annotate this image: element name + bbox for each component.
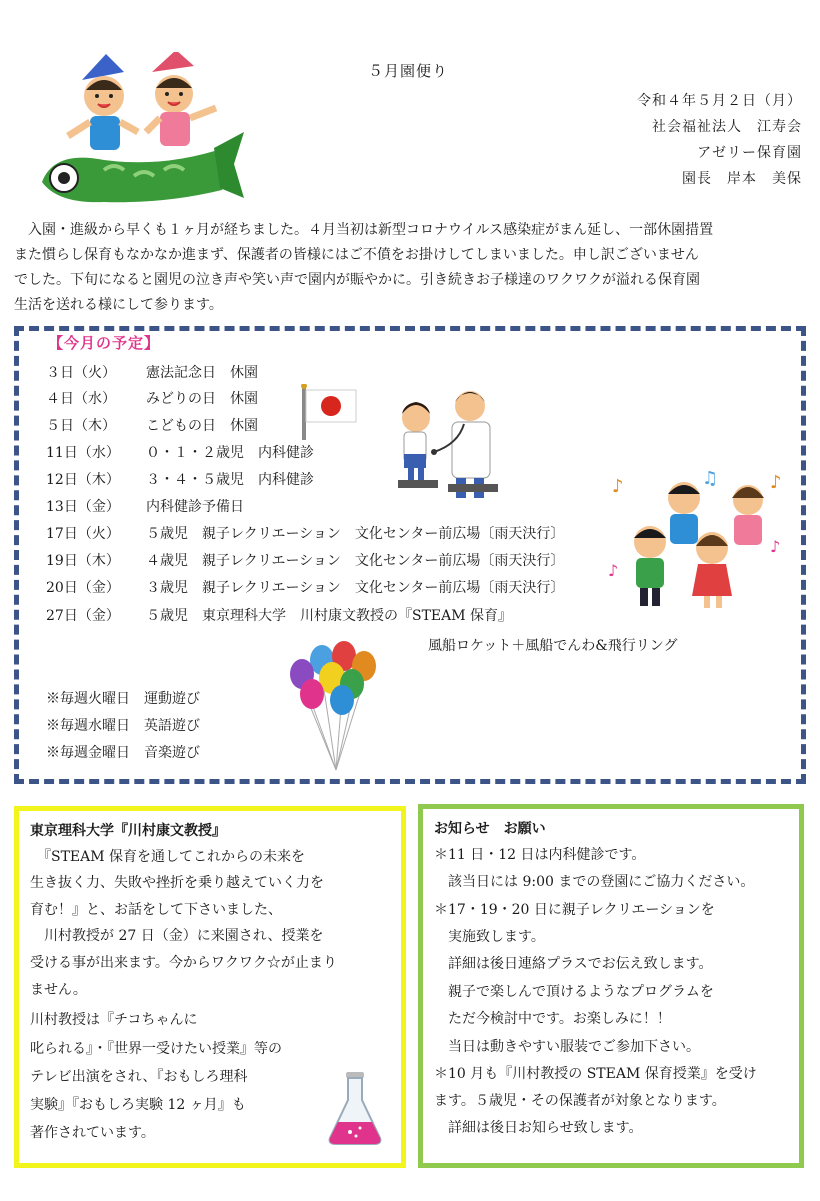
schedule-text: ４歳児 親子レクリエーション 文化センター前広場〔雨天決行〕 <box>146 553 565 569</box>
schedule-text: ０・１・２歳児 内科健診 <box>146 445 314 461</box>
notice-line: 詳細は後日連絡プラスでお伝え致します。 <box>434 956 713 972</box>
intro-line: また慣らし保育もなかなか進まず、保護者の皆様にはご不僨をお掛けしてしまいました。申し訳ございません <box>14 247 699 263</box>
professor-line: テレビ出演をされ、『おもしろ理科 <box>30 1069 248 1085</box>
date-text: 令和４年５月２日（月） <box>637 93 802 109</box>
svg-text:♪: ♪ <box>608 561 619 580</box>
principal-name: 園長 岸本 美保 <box>682 171 802 187</box>
schedule-date: 27日（金） <box>46 608 120 624</box>
weekly-item: ※毎週火曜日 運動遊び <box>46 691 200 707</box>
schedule-text: ５歳児 東京理科大学 川村康文教授の『STEAM 保育』 <box>146 608 513 624</box>
notice-line: 詳細は後日お知らせ致します。 <box>434 1120 643 1136</box>
schedule-date: 13日（金） <box>46 499 120 515</box>
svg-text:♪: ♪ <box>770 537 781 556</box>
schedule-row <box>46 388 258 408</box>
notice-line: ます。５歳児・その保護者が対象となります。 <box>434 1093 726 1109</box>
organization-name: 社会福祉法人 江寿会 <box>652 119 802 135</box>
japan-flag-icon <box>300 384 360 440</box>
schedule-row <box>46 577 564 597</box>
professor-line: 実験』『おもしろ実験 12 ヶ月』も <box>30 1097 246 1113</box>
schedule-text: ５歳児 親子レクリエーション 文化センター前広場〔雨天決行〕 <box>146 526 565 542</box>
schedule-text: みどりの日 休園 <box>146 391 258 407</box>
professor-line: ません。 <box>30 982 87 998</box>
intro-line: 生活を送れる様にして参ります。 <box>14 297 223 313</box>
schedule-row <box>46 415 258 435</box>
balloons-icon <box>282 640 386 778</box>
professor-line: 川村教授は『チコちゃんに <box>30 1012 198 1028</box>
notice-line: ＊11 日・12 日は内科健診です。 <box>434 847 646 863</box>
notice-box-title: お知らせ お願い <box>434 821 546 837</box>
svg-text:♪: ♪ <box>612 476 624 497</box>
notice-line: 当日は動きやすい服装でご参加下さい。 <box>434 1039 700 1055</box>
schedule-row <box>46 523 564 543</box>
professor-line: 著作されています。 <box>30 1125 155 1141</box>
schedule-row <box>46 362 258 382</box>
school-name: アゼリー保育園 <box>697 145 802 161</box>
professor-line: 川村教授が 27 日（金）に来園され、授業を <box>30 928 324 944</box>
koinobori-children-icon <box>34 52 246 212</box>
page-title: ５月園便り <box>368 62 449 80</box>
schedule-row <box>46 442 314 462</box>
schedule-text: ３歳児 親子レクリエーション 文化センター前広場〔雨天決行〕 <box>146 580 565 596</box>
notice-line: ＊17・19・20 日に親子レクリエーションを <box>434 902 715 918</box>
schedule-text: 憲法記念日 休園 <box>146 365 258 381</box>
schedule-row <box>46 469 314 489</box>
notice-line: ＊10 月も『川村教授の STEAM 保育授業』を受け <box>434 1066 757 1082</box>
professor-box-title: 東京理科大学『川村康文教授』 <box>30 823 226 839</box>
schedule-text: 内科健診予備日 <box>146 499 244 515</box>
schedule-row <box>46 496 244 516</box>
schedule-date: ４日（水） <box>46 391 116 407</box>
dancing-children-icon <box>606 468 796 614</box>
schedule-text: ３・４・５歳児 内科健診 <box>146 472 314 488</box>
professor-line: 『STEAM 保育を通してこれからの未来を <box>30 849 306 865</box>
schedule-date: 19日（木） <box>46 553 120 569</box>
professor-line: 生き抜く力、失敗や挫折を乗り越えていく力を <box>30 875 324 891</box>
notice-line: 実施致します。 <box>434 929 545 945</box>
notice-line: ただ今検討中です。お楽しみに！！ <box>434 1011 671 1027</box>
notice-line: 親子で楽しんで頂けるようなプログラムを <box>434 984 714 1000</box>
schedule-date: 20日（金） <box>46 580 120 596</box>
schedule-date: ３日（火） <box>46 365 116 381</box>
professor-line: 受ける事が出来ます。今からワクワク☆が止まり <box>30 955 337 971</box>
schedule-date: ５日（木） <box>46 418 116 434</box>
schedule-date: 17日（火） <box>46 526 120 542</box>
intro-line: 入園・進級から早くも１ヶ月が経ちました。４月当初は新型コロナウイルス感染症がまん延し、一部休園措置 <box>14 222 714 238</box>
flask-icon <box>326 1070 384 1146</box>
svg-text:♫: ♫ <box>702 468 719 489</box>
schedule-date: 12日（木） <box>46 472 120 488</box>
professor-line: 育む！』と、お話をして下さいました、 <box>30 902 282 918</box>
steam-activity-line: 風船ロケット＋風船でんわ&飛行リング <box>428 638 678 654</box>
intro-paragraph <box>14 218 814 318</box>
professor-line: 叱られる』・『世界一受けたい授業』等の <box>30 1041 282 1057</box>
schedule-date: 11日（水） <box>46 445 120 461</box>
schedule-row <box>46 605 512 625</box>
notice-line: 該当日には 9:00 までの登園にご協力ください。 <box>434 874 755 890</box>
svg-text:♪: ♪ <box>770 472 782 493</box>
schedule-text: こどもの日 休園 <box>146 418 258 434</box>
intro-line: でした。下旬になると園児の泣き声や笑い声で園内が賑やかに。引き続きお子様達のワクワクが溢れる保育園 <box>14 272 700 288</box>
doctor-checkup-icon <box>394 384 512 504</box>
schedule-row <box>46 550 564 570</box>
weekly-item: ※毎週水曜日 英語遊び <box>46 718 200 734</box>
weekly-item: ※毎週金曜日 音楽遊び <box>46 745 200 761</box>
schedule-heading: 【今月の予定】 <box>48 334 161 352</box>
